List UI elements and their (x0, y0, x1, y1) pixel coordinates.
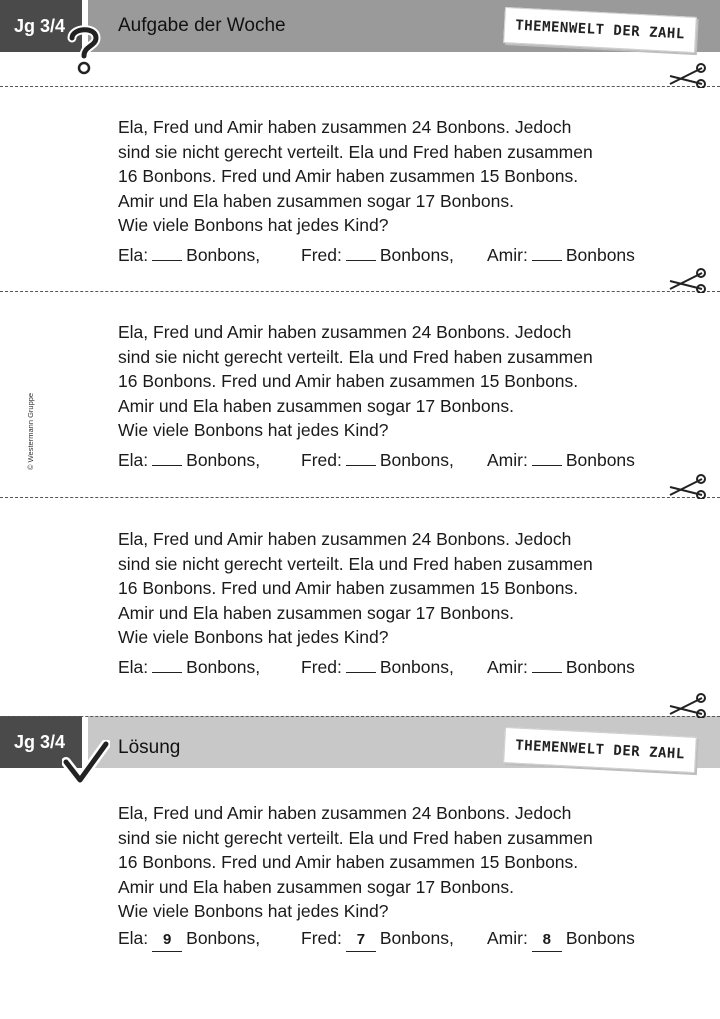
task-text-line: Amir und Ela haben zusammen sogar 17 Bonbons. (118, 876, 514, 897)
task-text-line: Wie viele Bonbons hat jedes Kind? (118, 420, 389, 440)
unit-text: Bonbons (565, 928, 635, 948)
worksheet-header (0, 0, 720, 52)
cut-line (0, 497, 720, 498)
solution-card (118, 801, 678, 924)
fred-label: Fred: (301, 245, 342, 265)
fred-label: Fred: (301, 450, 342, 470)
unit-text: Bonbons, (379, 450, 454, 470)
ela-solution: 9 (152, 933, 182, 952)
task-card (118, 115, 678, 238)
cut-line (0, 716, 720, 717)
copyright-note: © Westermann Gruppe (26, 392, 35, 470)
ela-label: Ela: (118, 928, 149, 948)
task-card (118, 527, 678, 650)
task-card (118, 320, 678, 443)
task-text-line: Ela, Fred und Amir haben zusammen 24 Bonbons. Jedoch (118, 803, 572, 823)
amir-solution: 8 (532, 933, 562, 952)
grade-badge: Jg 3/4 (0, 0, 82, 52)
task-text-line: Wie viele Bonbons hat jedes Kind? (118, 627, 389, 647)
fred-label: Fred: (301, 928, 342, 948)
fred-solution: 7 (346, 933, 376, 952)
ela-label: Ela: (118, 450, 149, 470)
amir-label: Amir: (487, 928, 528, 948)
task-text-line: Wie viele Bonbons hat jedes Kind? (118, 215, 389, 235)
answer-row (118, 242, 678, 268)
unit-text: Bonbons, (186, 450, 261, 470)
amir-label: Amir: (487, 657, 528, 677)
unit-text: Bonbons, (379, 657, 454, 677)
unit-text: Bonbons, (186, 928, 261, 948)
checkmark-icon (62, 740, 110, 788)
task-text-line: 16 Bonbons. Fred und Amir haben zusammen 15 Bonbons. (118, 578, 579, 598)
task-text-line: Ela, Fred und Amir haben zusammen 24 Bonbons. Jedoch (118, 322, 572, 342)
grade-badge: Jg 3/4 (0, 716, 82, 768)
cut-line (0, 86, 720, 87)
unit-text: Bonbons, (186, 245, 261, 265)
unit-text: Bonbons (565, 245, 635, 265)
scissors-icon (668, 692, 708, 718)
cut-line (0, 291, 720, 292)
topic-stamp: THEMENWELT DER ZAHL (503, 7, 697, 53)
task-text-line: Amir und Ela haben zusammen sogar 17 Bonbons. (118, 602, 514, 623)
ela-blank[interactable] (152, 242, 182, 261)
task-text-line: Amir und Ela haben zusammen sogar 17 Bonbons. (118, 190, 514, 211)
task-text-line: Ela, Fred und Amir haben zusammen 24 Bonbons. Jedoch (118, 529, 572, 549)
task-text-line: sind sie nicht gerecht verteilt. Ela und Fred haben zusammen (118, 141, 593, 162)
task-text-line: 16 Bonbons. Fred und Amir haben zusammen 15 Bonbons. (118, 371, 579, 391)
header-title: Aufgabe der Woche (118, 15, 286, 36)
scissors-icon (668, 267, 708, 293)
amir-blank[interactable] (532, 654, 562, 673)
unit-text: Bonbons, (379, 245, 454, 265)
ela-label: Ela: (118, 657, 149, 677)
unit-text: Bonbons, (186, 657, 261, 677)
fred-blank[interactable] (346, 654, 376, 673)
task-text-line: sind sie nicht gerecht verteilt. Ela und Fred haben zusammen (118, 827, 593, 848)
amir-label: Amir: (487, 245, 528, 265)
task-text-line: Wie viele Bonbons hat jedes Kind? (118, 901, 389, 921)
task-text-line: sind sie nicht gerecht verteilt. Ela und Fred haben zusammen (118, 346, 593, 367)
scissors-icon (668, 62, 708, 88)
task-text-line: Amir und Ela haben zusammen sogar 17 Bonbons. (118, 395, 514, 416)
fred-blank[interactable] (346, 242, 376, 261)
answer-row (118, 447, 678, 473)
amir-blank[interactable] (532, 242, 562, 261)
ela-blank[interactable] (152, 654, 182, 673)
task-text-line: sind sie nicht gerecht verteilt. Ela und Fred haben zusammen (118, 553, 593, 574)
answer-row (118, 654, 678, 680)
scissors-icon (668, 473, 708, 499)
task-text-line: Ela, Fred und Amir haben zusammen 24 Bonbons. Jedoch (118, 117, 572, 137)
header-title: Lösung (118, 737, 181, 758)
unit-text: Bonbons, (379, 928, 454, 948)
solution-answer-row (118, 928, 678, 954)
task-text-line: 16 Bonbons. Fred und Amir haben zusammen 15 Bonbons. (118, 166, 579, 186)
ela-blank[interactable] (152, 447, 182, 466)
unit-text: Bonbons (565, 450, 635, 470)
amir-blank[interactable] (532, 447, 562, 466)
task-text-line: 16 Bonbons. Fred und Amir haben zusammen 15 Bonbons. (118, 852, 579, 872)
fred-label: Fred: (301, 657, 342, 677)
unit-text: Bonbons (565, 657, 635, 677)
amir-label: Amir: (487, 450, 528, 470)
fred-blank[interactable] (346, 447, 376, 466)
ela-label: Ela: (118, 245, 149, 265)
topic-stamp: THEMENWELT DER ZAHL (503, 727, 697, 773)
question-mark-icon (66, 24, 102, 76)
